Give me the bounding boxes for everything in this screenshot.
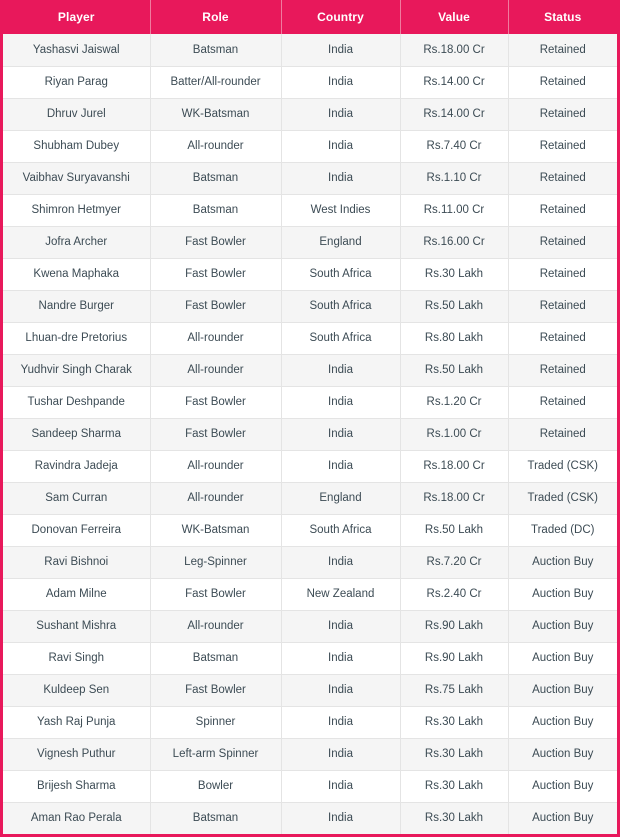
cell-country: South Africa [281,258,400,290]
table-row[interactable] [3,386,617,418]
table-row[interactable] [3,194,617,226]
cell-country: India [281,130,400,162]
cell-status: Auction Buy [508,706,617,738]
cell-country: India [281,418,400,450]
cell-role: Batsman [150,642,281,674]
cell-status: Retained [508,258,617,290]
cell-player: Nandre Burger [3,290,150,322]
table-row[interactable] [3,642,617,674]
cell-status: Retained [508,162,617,194]
table-row[interactable] [3,98,617,130]
cell-role: All-rounder [150,130,281,162]
cell-player: Kwena Maphaka [3,258,150,290]
cell-value: Rs.1.00 Cr [400,418,508,450]
table-row[interactable] [3,418,617,450]
cell-role: Fast Bowler [150,258,281,290]
cell-role: WK-Batsman [150,98,281,130]
table-row[interactable] [3,258,617,290]
cell-player: Sushant Mishra [3,610,150,642]
cell-value: Rs.50 Lakh [400,290,508,322]
cell-value: Rs.30 Lakh [400,738,508,770]
column-header-country[interactable]: Country [281,0,400,34]
cell-country: India [281,610,400,642]
cell-player: Kuldeep Sen [3,674,150,706]
column-header-player[interactable]: Player [3,0,150,34]
column-header-role[interactable]: Role [150,0,281,34]
cell-status: Traded (CSK) [508,450,617,482]
cell-value: Rs.1.10 Cr [400,162,508,194]
table-row[interactable] [3,546,617,578]
cell-status: Auction Buy [508,802,617,834]
cell-role: Batsman [150,162,281,194]
cell-role: Fast Bowler [150,418,281,450]
cell-role: All-rounder [150,450,281,482]
cell-player: Lhuan-dre Pretorius [3,322,150,354]
cell-player: Dhruv Jurel [3,98,150,130]
cell-status: Retained [508,386,617,418]
cell-status: Retained [508,130,617,162]
cell-status: Auction Buy [508,610,617,642]
cell-role: Batter/All-rounder [150,66,281,98]
table-row[interactable] [3,706,617,738]
cell-player: Shimron Hetmyer [3,194,150,226]
table-row[interactable] [3,674,617,706]
cell-player: Vignesh Puthur [3,738,150,770]
table-row[interactable] [3,802,617,834]
table-row[interactable] [3,162,617,194]
table-header [3,0,617,34]
cell-player: Sam Curran [3,482,150,514]
cell-country: India [281,770,400,802]
cell-status: Auction Buy [508,770,617,802]
cell-value: Rs.18.00 Cr [400,482,508,514]
cell-country: England [281,482,400,514]
cell-value: Rs.14.00 Cr [400,98,508,130]
cell-status: Auction Buy [508,674,617,706]
cell-value: Rs.11.00 Cr [400,194,508,226]
cell-player: Shubham Dubey [3,130,150,162]
cell-country: New Zealand [281,578,400,610]
cell-country: India [281,162,400,194]
cell-player: Yudhvir Singh Charak [3,354,150,386]
table-row[interactable] [3,610,617,642]
table-row[interactable] [3,226,617,258]
cell-role: Leg-Spinner [150,546,281,578]
cell-role: Left-arm Spinner [150,738,281,770]
cell-value: Rs.30 Lakh [400,258,508,290]
cell-country: India [281,34,400,66]
cell-value: Rs.16.00 Cr [400,226,508,258]
cell-role: Fast Bowler [150,290,281,322]
cell-country: South Africa [281,322,400,354]
cell-status: Retained [508,194,617,226]
column-header-status[interactable]: Status [508,0,617,34]
cell-player: Vaibhav Suryavanshi [3,162,150,194]
cell-player: Ravindra Jadeja [3,450,150,482]
cell-value: Rs.30 Lakh [400,706,508,738]
cell-player: Yashasvi Jaiswal [3,34,150,66]
cell-country: India [281,802,400,834]
cell-status: Auction Buy [508,738,617,770]
cell-role: Spinner [150,706,281,738]
cell-status: Auction Buy [508,642,617,674]
table-row[interactable] [3,514,617,546]
cell-status: Auction Buy [508,546,617,578]
cell-country: West Indies [281,194,400,226]
cell-country: India [281,66,400,98]
cell-player: Tushar Deshpande [3,386,150,418]
cell-player: Ravi Singh [3,642,150,674]
cell-country: South Africa [281,290,400,322]
table-row[interactable] [3,450,617,482]
cell-role: All-rounder [150,482,281,514]
table-row[interactable] [3,738,617,770]
cell-value: Rs.30 Lakh [400,802,508,834]
cell-value: Rs.50 Lakh [400,354,508,386]
cell-player: Donovan Ferreira [3,514,150,546]
column-header-value[interactable]: Value [400,0,508,34]
table-row[interactable] [3,34,617,66]
cell-player: Riyan Parag [3,66,150,98]
table-body [3,34,617,834]
cell-role: Fast Bowler [150,674,281,706]
cell-player: Sandeep Sharma [3,418,150,450]
cell-status: Traded (DC) [508,514,617,546]
cell-player: Jofra Archer [3,226,150,258]
cell-role: Batsman [150,34,281,66]
cell-role: Fast Bowler [150,578,281,610]
cell-role: All-rounder [150,322,281,354]
cell-country: India [281,450,400,482]
cell-status: Retained [508,290,617,322]
cell-country: India [281,354,400,386]
cell-role: WK-Batsman [150,514,281,546]
cell-value: Rs.7.40 Cr [400,130,508,162]
cell-status: Retained [508,98,617,130]
cell-country: India [281,386,400,418]
cell-country: India [281,674,400,706]
cell-value: Rs.50 Lakh [400,514,508,546]
cell-value: Rs.1.20 Cr [400,386,508,418]
cell-value: Rs.75 Lakh [400,674,508,706]
cell-status: Retained [508,34,617,66]
cell-country: India [281,706,400,738]
cell-value: Rs.80 Lakh [400,322,508,354]
cell-value: Rs.18.00 Cr [400,450,508,482]
cell-player: Adam Milne [3,578,150,610]
cell-status: Retained [508,322,617,354]
table-row[interactable] [3,322,617,354]
cell-player: Ravi Bishnoi [3,546,150,578]
cell-country: South Africa [281,514,400,546]
cell-country: India [281,642,400,674]
table-row[interactable] [3,770,617,802]
table-row[interactable] [3,482,617,514]
cell-country: India [281,98,400,130]
cell-player: Yash Raj Punja [3,706,150,738]
cell-country: India [281,738,400,770]
cell-value: Rs.90 Lakh [400,610,508,642]
cell-role: Fast Bowler [150,386,281,418]
cell-status: Auction Buy [508,578,617,610]
squad-table [3,0,617,834]
cell-status: Traded (CSK) [508,482,617,514]
cell-role: All-rounder [150,610,281,642]
table-row[interactable] [3,66,617,98]
cell-status: Retained [508,354,617,386]
cell-role: Batsman [150,194,281,226]
cell-role: All-rounder [150,354,281,386]
table-row[interactable] [3,578,617,610]
cell-value: Rs.2.40 Cr [400,578,508,610]
table-row[interactable] [3,354,617,386]
cell-role: Fast Bowler [150,226,281,258]
cell-country: England [281,226,400,258]
cell-status: Retained [508,226,617,258]
table-header-row [3,0,617,34]
cell-player: Aman Rao Perala [3,802,150,834]
table-row[interactable] [3,290,617,322]
cell-value: Rs.18.00 Cr [400,34,508,66]
cell-value: Rs.90 Lakh [400,642,508,674]
cell-value: Rs.30 Lakh [400,770,508,802]
table-row[interactable] [3,130,617,162]
cell-value: Rs.14.00 Cr [400,66,508,98]
cell-role: Bowler [150,770,281,802]
cell-player: Brijesh Sharma [3,770,150,802]
cell-role: Batsman [150,802,281,834]
cell-country: India [281,546,400,578]
cell-value: Rs.7.20 Cr [400,546,508,578]
cell-status: Retained [508,66,617,98]
cell-status: Retained [508,418,617,450]
